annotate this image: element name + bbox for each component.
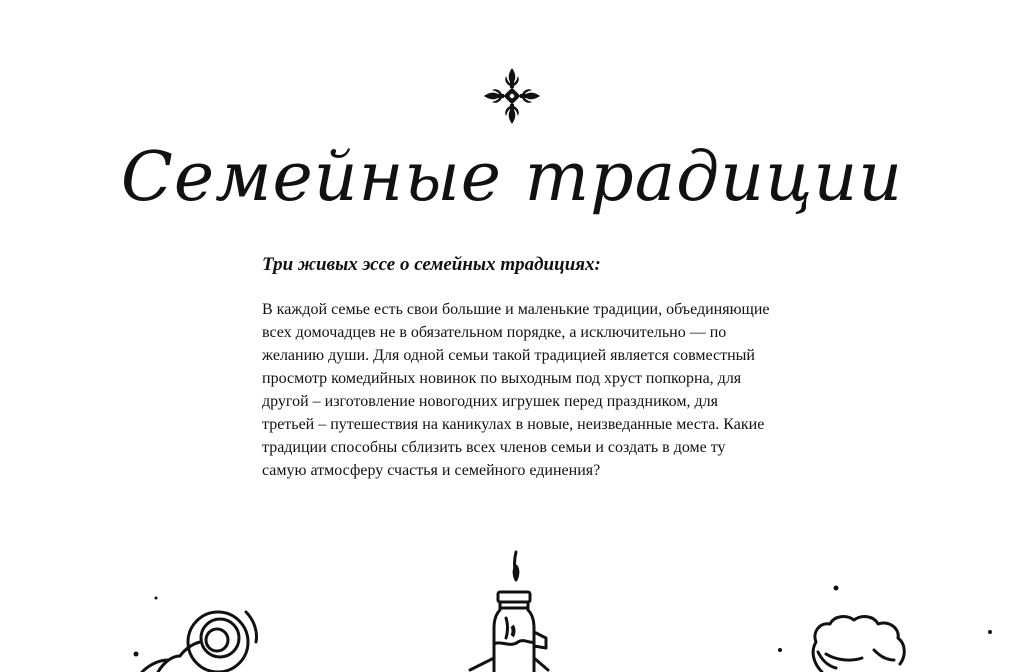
subtitle: Три живых эссе о семейных традициях: xyxy=(262,254,601,275)
astronaut-doodle-icon xyxy=(120,590,280,672)
rocket-bottle-doodle-icon xyxy=(430,548,560,672)
intro-paragraph: В каждой семье есть свои большие и маленькие традиции, объединяющие всех домочадцев не в обязательном порядке, а исключительно — по желанию души. Для одной семьи такой традицией является совместный просмотр комедийных новинок по выходным под хруст попкорна, для другой – изготовление новогодних игрушек перед праздником, для третьей – путешествия на каникулах в новые, неизведанные места. Какие традиции способны сблизить всех членов семьи и создать в доме ту самую атмосферу счастья и семейного единения? xyxy=(262,301,770,479)
character-doodle-icon xyxy=(770,580,1010,672)
fleur-cross-icon xyxy=(482,66,542,126)
page-title: Семейные традиции xyxy=(120,138,904,217)
